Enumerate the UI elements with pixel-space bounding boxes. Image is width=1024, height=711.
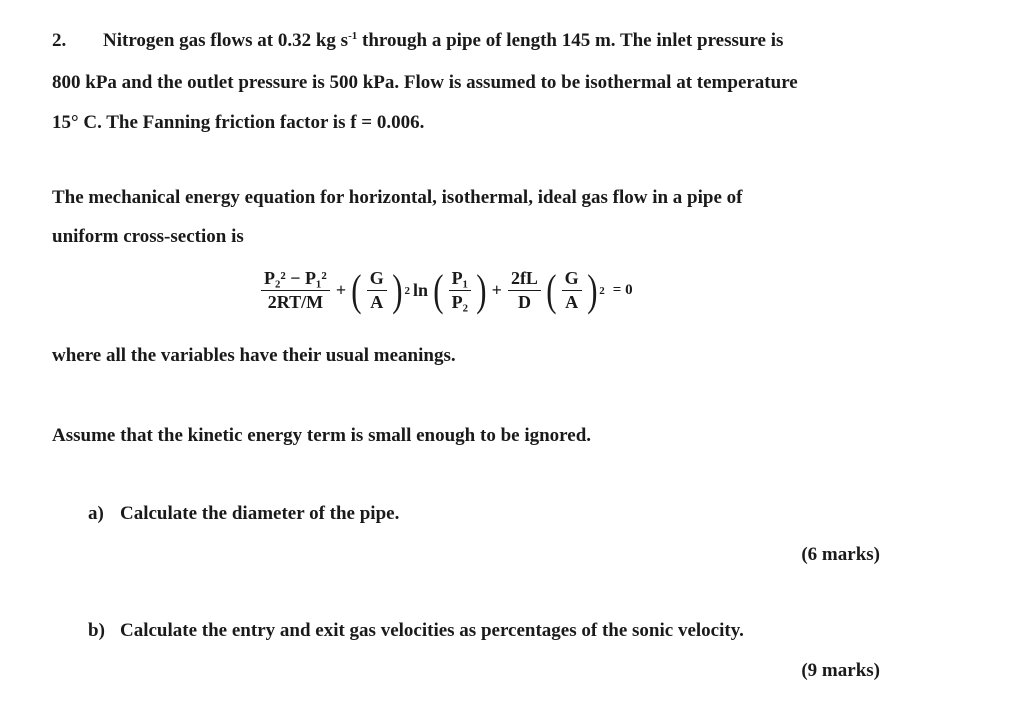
part-a-label: a)	[88, 503, 104, 524]
p2: P₂	[451, 292, 469, 312]
paren: )	[391, 265, 403, 315]
paren: (	[433, 265, 444, 315]
text: Nitrogen gas flows at 0.32 kg s	[103, 30, 349, 51]
g-over-a	[367, 268, 387, 313]
g-over-a	[562, 268, 582, 313]
paren: (	[546, 265, 557, 315]
g: G	[562, 268, 582, 291]
pressure-fraction	[261, 268, 330, 313]
part-b-text: Calculate the entry and exit gas velocities as percentages of the sonic velocity.	[120, 620, 744, 641]
numerator: 2fL	[508, 268, 541, 291]
question-number: 2.	[52, 30, 67, 51]
where-text: where all the variables have their usual meanings.	[52, 345, 456, 366]
a: A	[565, 292, 579, 312]
text: through a pipe of length 145 m. The inlet pressure is	[357, 30, 784, 51]
question-line-2: 800 kPa and the outlet pressure is 500 kPa. Flow is assumed to be isothermal at temperature	[52, 72, 798, 93]
superscript: -1	[348, 30, 358, 42]
question-line-3: 15° C. The Fanning friction factor is f = 0.006.	[52, 112, 425, 133]
square: 2	[404, 284, 410, 297]
plus: +	[335, 280, 347, 300]
a: A	[370, 292, 384, 312]
square: 2	[599, 284, 605, 297]
equals-zero: = 0	[612, 282, 633, 298]
p1-over-p2	[449, 268, 471, 313]
intro-line-2: uniform cross-section is	[52, 226, 244, 247]
ln: ln	[412, 280, 428, 300]
numerator: P₂² − P₁²	[261, 268, 330, 291]
part-b-marks: (9 marks)	[801, 660, 880, 681]
assume-text: Assume that the kinetic energy term is small enough to be ignored.	[52, 425, 592, 446]
denominator: D	[517, 292, 531, 312]
p1: P₁	[449, 268, 471, 291]
part-a-marks: (6 marks)	[801, 544, 880, 565]
intro-line-1: The mechanical energy equation for horizontal, isothermal, ideal gas flow in a pipe of	[52, 187, 743, 208]
plus: +	[491, 280, 502, 300]
question-line-1	[103, 30, 783, 52]
mechanical-energy-equation	[258, 265, 636, 315]
part-a-text: Calculate the diameter of the pipe.	[120, 503, 400, 524]
part-b-label: b)	[88, 620, 105, 641]
g: G	[367, 268, 387, 291]
paren: (	[351, 265, 362, 315]
friction-fraction	[508, 268, 541, 313]
denominator: 2RT/M	[267, 292, 324, 312]
paren: )	[476, 265, 487, 315]
paren: )	[586, 265, 598, 315]
